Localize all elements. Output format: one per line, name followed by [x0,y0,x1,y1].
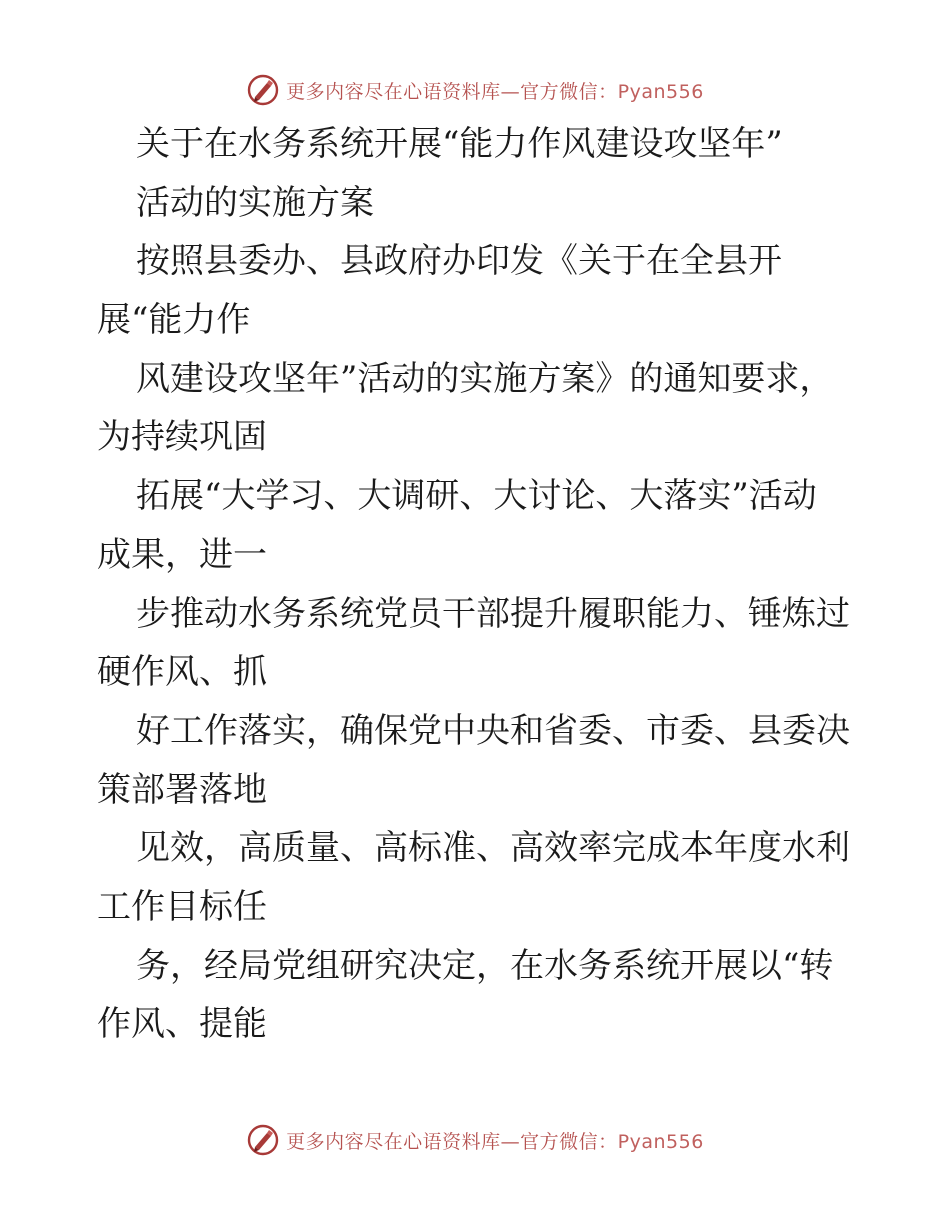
document-line: 关于在水务系统开展“能力作风建设攻坚年” [136,124,783,164]
document-line: 见效，高质量、高标准、高效率完成本年度水利 [136,828,850,869]
header-watermark [0,70,950,110]
document-line: 策部署落地 [97,769,267,810]
footer-watermark [0,1120,950,1160]
document-line: 作风、提能 [97,1004,267,1045]
document-line: 步推动水务系统党员干部提升履职能力、锤炼过 [136,593,850,634]
watermark-text: 更多内容尽在心语资料库—官方微信：Pyan556 [286,80,704,103]
document-line: 按照县委办、县政府办印发《关于在全县开 [136,241,782,282]
wechat-id: Pyan556 [617,1130,704,1153]
document-line: 硬作风、抓 [97,652,267,693]
document-line: 为持续巩固 [97,417,267,458]
document-line: 成果，进一 [97,534,267,575]
wechat-id: Pyan556 [617,80,704,103]
watermark-text: 更多内容尽在心语资料库—官方微信：Pyan556 [286,1130,704,1153]
document-body [97,115,857,1054]
pen-logo-icon [246,1123,280,1157]
document-line: 风建设攻坚年”活动的实施方案》的通知要求， [136,358,834,399]
document-line: 活动的实施方案 [136,182,374,223]
document-line: 工作目标任 [97,886,267,927]
document-line: 展“能力作 [97,300,251,341]
document-line: 好工作落实，确保党中央和省委、市委、县委决 [136,710,850,751]
document-line: 务，经局党组研究决定，在水务系统开展以“转 [136,945,834,986]
document-line: 拓展“大学习、大调研、大讨论、大落实”活动 [136,476,817,517]
pen-logo-icon [246,73,280,107]
